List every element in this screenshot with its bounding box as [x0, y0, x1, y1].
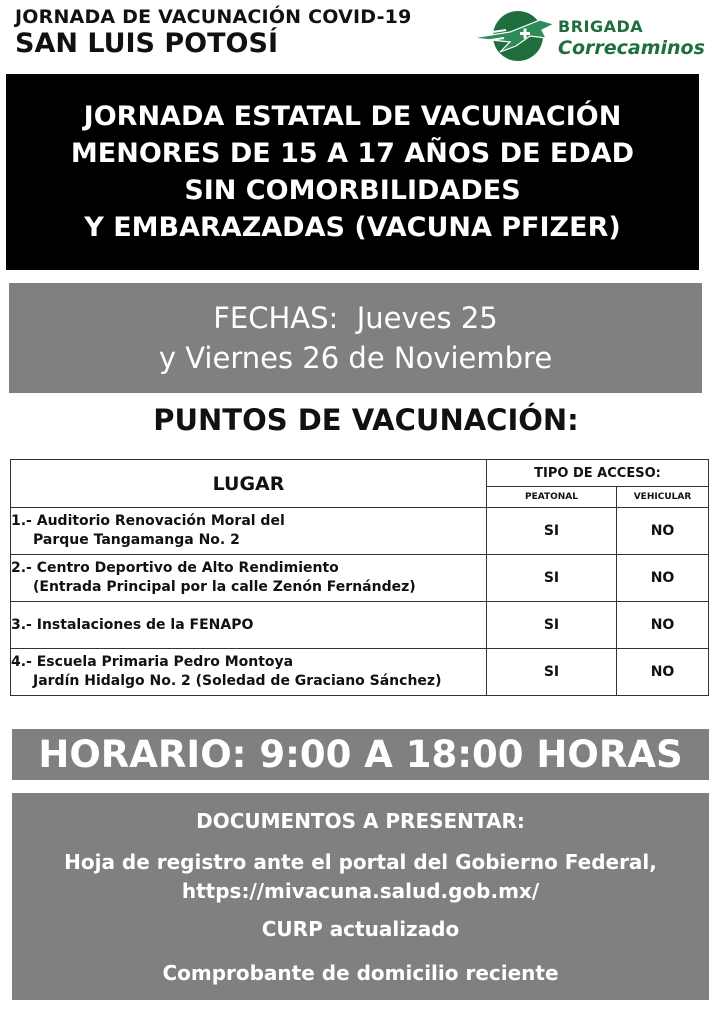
site-line-1: 1.- Auditorio Renovación Moral del [11, 513, 285, 529]
documents-item-curp: CURP actualizado [261, 917, 460, 941]
table-row [11, 602, 709, 649]
logo-line-2: Correcaminos [558, 37, 705, 59]
column-header-vehicular: VEHICULAR [617, 487, 709, 508]
documents-item-registration [12, 848, 709, 906]
campaign-title-line: MENORES DE 15 A 17 AÑOS DE EDAD [70, 138, 635, 169]
column-header-lugar: LUGAR [11, 460, 487, 508]
column-header-peatonal: PEATONAL [487, 487, 617, 508]
campaign-title-line: Y EMBARAZADAS (VACUNA PFIZER) [84, 212, 621, 243]
vaccination-points-heading: PUNTOS DE VACUNACIÓN: [153, 403, 579, 437]
registration-line-1: Hoja de registro ante el portal del Gobierno Federal, [64, 850, 657, 874]
logo-line-1: BRIGADA [558, 17, 644, 36]
vehicular-value: NO [617, 602, 709, 649]
site-name [11, 555, 487, 602]
header-title [15, 8, 412, 58]
table-row [11, 508, 709, 555]
peatonal-value: SI [487, 508, 617, 555]
dates-line-2: y Viernes 26 de Noviembre [158, 341, 553, 375]
required-documents-box [12, 793, 709, 1000]
campaign-title-line: SIN COMORBILIDADES [184, 175, 521, 206]
vehicular-value: NO [617, 508, 709, 555]
documents-item-address-proof: Comprobante de domicilio reciente [162, 961, 559, 985]
dates-box [9, 283, 702, 393]
site-name [11, 508, 487, 555]
table-row [11, 555, 709, 602]
campaign-title-box [6, 74, 699, 270]
header-line-2: SAN LUIS POTOSÍ [15, 27, 278, 59]
peatonal-value: SI [487, 555, 617, 602]
schedule-banner: HORARIO: 9:00 A 18:00 HORAS [12, 729, 709, 780]
site-line-2: Parque Tangamanga No. 2 [33, 532, 240, 548]
site-line-1: 4.- Escuela Primaria Pedro Montoya [11, 654, 294, 670]
running-roadrunner-icon [470, 8, 556, 64]
column-header-tipo-acceso: TIPO DE ACCESO: [487, 460, 709, 487]
documents-heading: DOCUMENTOS A PRESENTAR: [196, 809, 525, 833]
site-name [11, 649, 487, 696]
peatonal-value: SI [487, 649, 617, 696]
header-line-1: JORNADA DE VACUNACIÓN COVID-19 [15, 6, 412, 28]
vaccination-sites-table [10, 459, 709, 696]
brigada-correcaminos-logo [470, 8, 710, 64]
site-line-1: 2.- Centro Deportivo de Alto Rendimiento [11, 560, 339, 576]
table-row [11, 649, 709, 696]
site-name [11, 602, 487, 649]
peatonal-value: SI [487, 602, 617, 649]
site-line-2: Jardín Hidalgo No. 2 (Soledad de Graciano Sánchez) [33, 673, 442, 689]
registration-url: https://mivacuna.salud.gob.mx/ [181, 879, 540, 903]
dates-line-1: FECHAS: Jueves 25 [213, 301, 498, 335]
vehicular-value: NO [617, 649, 709, 696]
vehicular-value: NO [617, 555, 709, 602]
site-line-2: (Entrada Principal por la calle Zenón Fernández) [33, 579, 416, 595]
campaign-title-line: JORNADA ESTATAL DE VACUNACIÓN [83, 101, 622, 132]
site-line-1: 3.- Instalaciones de la FENAPO [11, 616, 254, 633]
